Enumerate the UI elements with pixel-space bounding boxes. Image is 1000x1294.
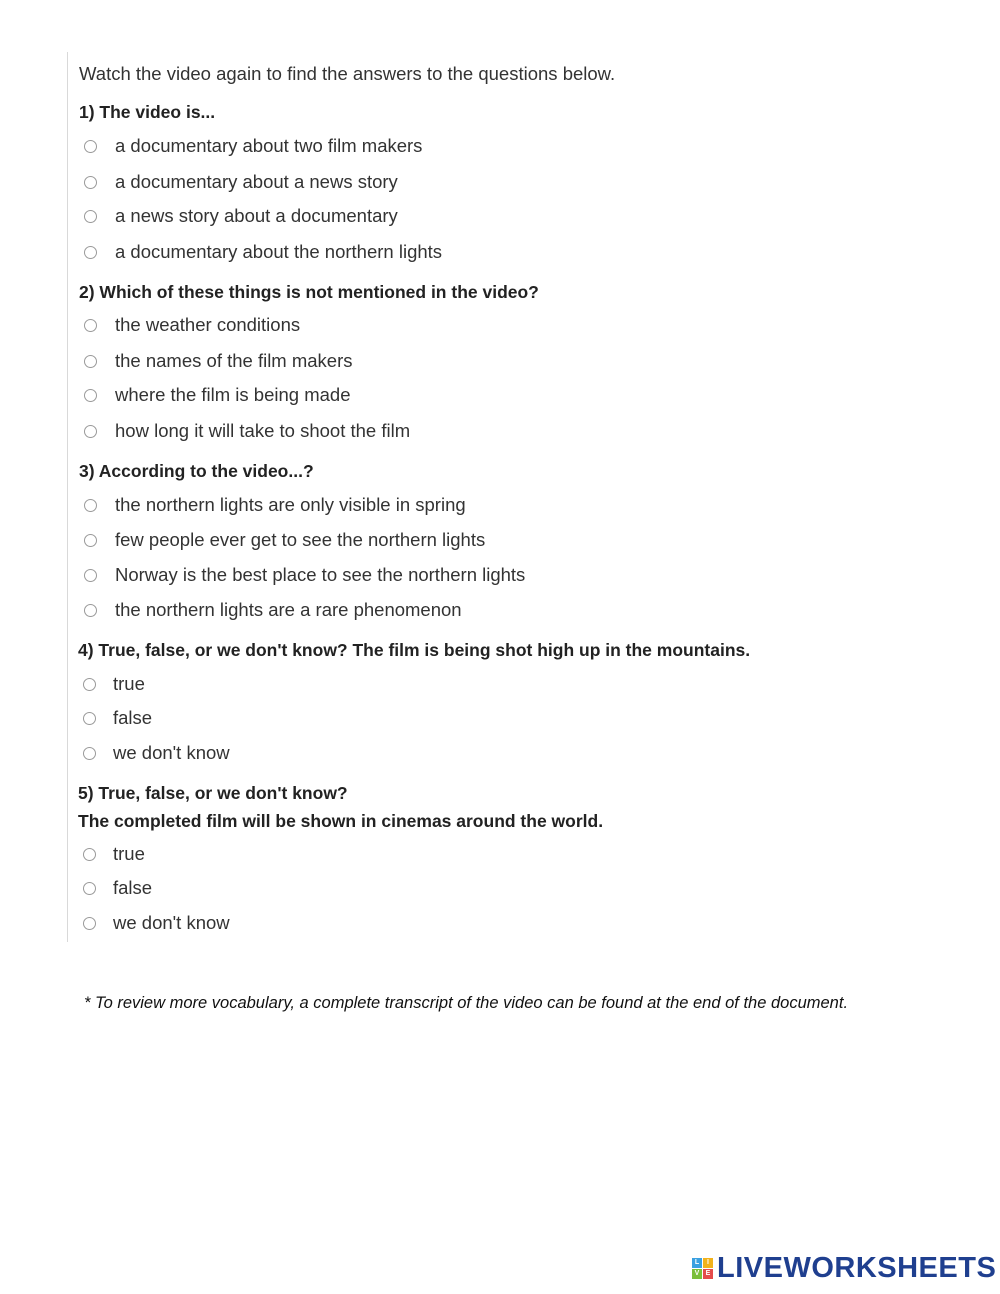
question-1-title: 1) The video is...: [79, 102, 216, 122]
question-3-title: 3) According to the video...?: [79, 461, 314, 481]
question-5-option-true[interactable]: [83, 842, 145, 866]
option-label: false: [113, 877, 153, 898]
radio-button[interactable]: [84, 176, 97, 189]
option-label: true: [113, 843, 145, 864]
option-label: a news story about a documentary: [115, 205, 398, 226]
radio-button[interactable]: [84, 319, 97, 332]
radio-button[interactable]: [84, 210, 97, 223]
option-label: we don't know: [113, 742, 230, 763]
question-3-option-3[interactable]: [84, 563, 525, 587]
radio-button[interactable]: [84, 534, 97, 547]
question-4-option-false[interactable]: [83, 706, 152, 730]
question-4-title: 4) True, false, or we don't know? The film is being shot high up in the mountains.: [78, 640, 751, 660]
question-2-option-2[interactable]: [84, 349, 353, 373]
question-1-option-3[interactable]: [84, 204, 398, 228]
radio-button[interactable]: [84, 425, 97, 438]
option-label: the names of the film makers: [115, 350, 353, 371]
option-label: how long it will take to shoot the film: [115, 420, 411, 441]
option-label: Norway is the best place to see the northern lights: [115, 564, 526, 585]
question-2-option-3[interactable]: [84, 383, 350, 407]
radio-button[interactable]: [83, 747, 96, 760]
option-label: a documentary about the northern lights: [115, 241, 443, 262]
radio-button[interactable]: [84, 355, 97, 368]
question-4-option-dont-know[interactable]: [83, 741, 230, 765]
option-label: true: [113, 673, 145, 694]
option-label: false: [113, 707, 153, 728]
question-1-option-4[interactable]: [84, 240, 442, 264]
option-label: few people ever get to see the northern lights: [115, 529, 486, 550]
option-label: the weather conditions: [115, 314, 301, 335]
radio-button[interactable]: [84, 140, 97, 153]
question-5-option-false[interactable]: [83, 876, 152, 900]
liveworksheets-logo: [692, 1252, 996, 1285]
radio-button[interactable]: [83, 712, 96, 725]
question-1-option-1[interactable]: [84, 134, 422, 158]
radio-button[interactable]: [83, 678, 96, 691]
question-5-title: 5) True, false, or we don't know?: [78, 783, 348, 803]
radio-button[interactable]: [83, 848, 96, 861]
question-3-option-1[interactable]: [84, 493, 466, 517]
question-3-option-4[interactable]: [84, 598, 462, 622]
transcript-note: * To review more vocabulary, a complete transcript of the video can be found at the end of the document.: [84, 994, 849, 1012]
question-1-option-2[interactable]: [84, 170, 398, 194]
radio-button[interactable]: [83, 917, 96, 930]
radio-button[interactable]: [84, 389, 97, 402]
radio-button[interactable]: [84, 569, 97, 582]
option-label: the northern lights are a rare phenomenon: [115, 599, 462, 620]
radio-button[interactable]: [83, 882, 96, 895]
radio-button[interactable]: [84, 499, 97, 512]
radio-button[interactable]: [84, 246, 97, 259]
option-label: we don't know: [113, 912, 230, 933]
option-label: a documentary about a news story: [115, 171, 398, 192]
question-4-option-true[interactable]: [83, 672, 145, 696]
question-2-title: 2) Which of these things is not mentioned in the video?: [79, 282, 539, 302]
option-label: a documentary about two film makers: [115, 135, 423, 156]
question-5-statement: The completed film will be shown in cinemas around the world.: [78, 811, 604, 831]
question-3-option-2[interactable]: [84, 528, 485, 552]
logo-text: LIVEWORKSHEETS: [717, 1252, 997, 1284]
logo-tile-e: E: [703, 1269, 713, 1279]
question-2-option-4[interactable]: [84, 419, 410, 443]
radio-button[interactable]: [84, 604, 97, 617]
option-label: where the film is being made: [115, 384, 351, 405]
logo-tile-v: V: [692, 1269, 702, 1279]
logo-mark-icon: [692, 1258, 713, 1279]
logo-tile-i: I: [703, 1258, 713, 1268]
option-label: the northern lights are only visible in spring: [115, 494, 466, 515]
question-5-option-dont-know[interactable]: [83, 911, 230, 935]
instructions: Watch the video again to find the answers to the questions below.: [79, 63, 616, 84]
question-2-option-1[interactable]: [84, 313, 300, 337]
logo-tile-l: L: [692, 1258, 702, 1268]
